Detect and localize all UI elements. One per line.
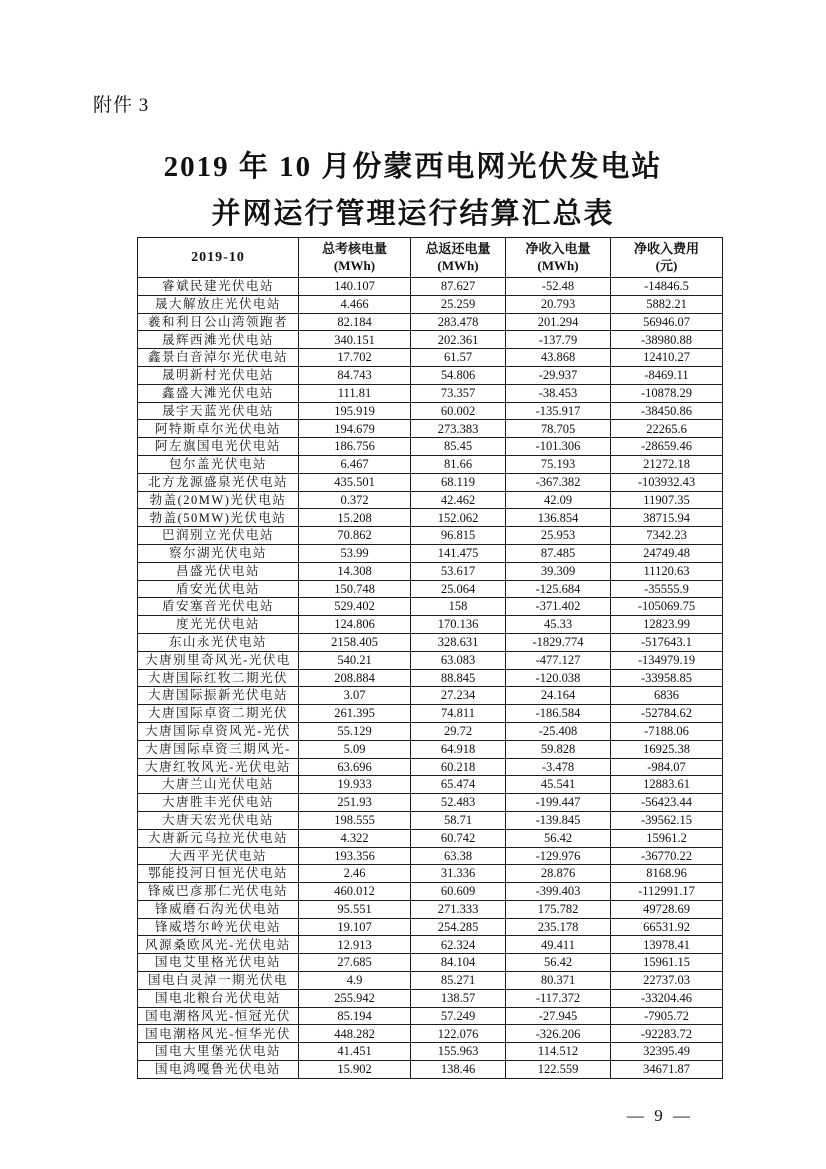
- value-cell: -326.206: [506, 1025, 611, 1043]
- value-cell: 15.208: [299, 509, 411, 527]
- station-name-cell: 大唐国际卓资三期风光-: [138, 740, 299, 758]
- value-cell: 53.99: [299, 544, 411, 562]
- value-cell: 25.259: [411, 295, 506, 313]
- value-cell: -105069.75: [611, 598, 723, 616]
- period-header-cell: 2019-10: [138, 238, 299, 278]
- table-row: [138, 1025, 723, 1043]
- column-unit: (MWh): [437, 257, 479, 273]
- value-cell: 52.483: [411, 794, 506, 812]
- table-row: [138, 544, 723, 562]
- attachment-label: 附件 3: [93, 95, 150, 116]
- station-name-cell: 晟大解放庄光伏电站: [138, 295, 299, 313]
- value-cell: -8469.11: [611, 366, 723, 384]
- station-name-cell: 国电北粮台光伏电站: [138, 989, 299, 1007]
- station-name-cell: 大唐新元乌拉光伏电站: [138, 829, 299, 847]
- value-cell: 73.357: [411, 384, 506, 402]
- value-cell: 22265.6: [611, 420, 723, 438]
- value-cell: 4.322: [299, 829, 411, 847]
- value-cell: 138.46: [411, 1061, 506, 1079]
- table-row: [138, 509, 723, 527]
- value-cell: -92283.72: [611, 1025, 723, 1043]
- value-cell: 283.478: [411, 313, 506, 331]
- column-unit: (MWh): [537, 257, 579, 273]
- table-row: [138, 295, 723, 313]
- value-cell: 80.371: [506, 972, 611, 990]
- table-row: [138, 455, 723, 473]
- value-cell: -3.478: [506, 758, 611, 776]
- value-cell: 529.402: [299, 598, 411, 616]
- value-cell: -129.976: [506, 847, 611, 865]
- value-cell: -25.408: [506, 722, 611, 740]
- value-cell: 49728.69: [611, 900, 723, 918]
- value-cell: -517643.1: [611, 633, 723, 651]
- table-row: [138, 687, 723, 705]
- station-name-cell: 盾安光伏电站: [138, 580, 299, 598]
- station-name-cell: 国电白灵淖一期光伏电: [138, 972, 299, 990]
- value-cell: 85.271: [411, 972, 506, 990]
- value-cell: 4.466: [299, 295, 411, 313]
- value-cell: -27.945: [506, 1007, 611, 1025]
- value-cell: 25.064: [411, 580, 506, 598]
- value-cell: 75.193: [506, 455, 611, 473]
- column-title: 净收入费用: [633, 241, 699, 257]
- value-cell: -35555.9: [611, 580, 723, 598]
- station-name-cell: 阿特斯卓尔光伏电站: [138, 420, 299, 438]
- value-cell: -984.07: [611, 758, 723, 776]
- value-cell: 186.756: [299, 438, 411, 456]
- value-cell: 34671.87: [611, 1061, 723, 1079]
- station-name-cell: 鄂能投河日恒光伏电站: [138, 865, 299, 883]
- table-row: [138, 989, 723, 1007]
- value-cell: 12.913: [299, 936, 411, 954]
- settlement-table: [137, 237, 723, 1079]
- value-cell: 60.002: [411, 402, 506, 420]
- value-cell: 13978.41: [611, 936, 723, 954]
- value-cell: 61.57: [411, 349, 506, 367]
- station-name-cell: 风源桑欧风光-光伏电站: [138, 936, 299, 954]
- value-cell: 53.617: [411, 562, 506, 580]
- value-cell: 45.33: [506, 616, 611, 634]
- table-row: [138, 349, 723, 367]
- value-cell: 6.467: [299, 455, 411, 473]
- table-row: [138, 366, 723, 384]
- table-row: [138, 562, 723, 580]
- value-cell: -38.453: [506, 384, 611, 402]
- table-row: [138, 598, 723, 616]
- value-cell: 29.72: [411, 722, 506, 740]
- value-cell: 150.748: [299, 580, 411, 598]
- value-cell: 20.793: [506, 295, 611, 313]
- value-cell: 11120.63: [611, 562, 723, 580]
- value-cell: 11907.35: [611, 491, 723, 509]
- value-cell: 24.164: [506, 687, 611, 705]
- value-cell: 170.136: [411, 616, 506, 634]
- table-row: [138, 651, 723, 669]
- column-unit: (MWh): [333, 257, 376, 273]
- value-cell: 78.705: [506, 420, 611, 438]
- value-cell: -199.447: [506, 794, 611, 812]
- value-cell: 56946.07: [611, 313, 723, 331]
- table-row: [138, 1061, 723, 1079]
- value-cell: 38715.94: [611, 509, 723, 527]
- value-cell: -135.917: [506, 402, 611, 420]
- value-cell: -36770.22: [611, 847, 723, 865]
- station-name-cell: 勃盖(50MW)光伏电站: [138, 509, 299, 527]
- value-cell: -14846.5: [611, 278, 723, 296]
- station-name-cell: 鑫景白音淖尔光伏电站: [138, 349, 299, 367]
- value-cell: 198.555: [299, 811, 411, 829]
- value-cell: 12883.61: [611, 776, 723, 794]
- value-cell: 74.811: [411, 705, 506, 723]
- value-cell: 31.336: [411, 865, 506, 883]
- value-cell: 96.815: [411, 527, 506, 545]
- value-cell: 54.806: [411, 366, 506, 384]
- value-cell: 194.679: [299, 420, 411, 438]
- value-cell: 64.918: [411, 740, 506, 758]
- value-cell: 15961.2: [611, 829, 723, 847]
- value-cell: 202.361: [411, 331, 506, 349]
- table-row: [138, 900, 723, 918]
- value-cell: 57.249: [411, 1007, 506, 1025]
- value-cell: 328.631: [411, 633, 506, 651]
- value-cell: 82.184: [299, 313, 411, 331]
- station-name-cell: 察尔湖光伏电站: [138, 544, 299, 562]
- table-row: [138, 616, 723, 634]
- station-name-cell: 包尔盖光伏电站: [138, 455, 299, 473]
- value-cell: -7188.06: [611, 722, 723, 740]
- value-cell: 65.474: [411, 776, 506, 794]
- header-cell-assessed-energy: [299, 238, 411, 278]
- value-cell: 448.282: [299, 1025, 411, 1043]
- station-name-cell: 晟宇天蓝光伏电站: [138, 402, 299, 420]
- table-body: [138, 278, 723, 1079]
- value-cell: 70.862: [299, 527, 411, 545]
- station-name-cell: 东山永光伏电站: [138, 633, 299, 651]
- value-cell: 251.93: [299, 794, 411, 812]
- value-cell: 27.234: [411, 687, 506, 705]
- value-cell: 59.828: [506, 740, 611, 758]
- station-name-cell: 大西平光伏电站: [138, 847, 299, 865]
- value-cell: 254.285: [411, 918, 506, 936]
- station-name-cell: 晟明新村光伏电站: [138, 366, 299, 384]
- value-cell: 43.868: [506, 349, 611, 367]
- value-cell: -477.127: [506, 651, 611, 669]
- station-name-cell: 国电艾里格光伏电站: [138, 954, 299, 972]
- value-cell: 2.46: [299, 865, 411, 883]
- value-cell: 271.333: [411, 900, 506, 918]
- value-cell: 460.012: [299, 883, 411, 901]
- value-cell: -186.584: [506, 705, 611, 723]
- table-row: [138, 402, 723, 420]
- value-cell: 114.512: [506, 1043, 611, 1061]
- value-cell: -371.402: [506, 598, 611, 616]
- table-row: [138, 1007, 723, 1025]
- station-name-cell: 锋威磨石沟光伏电站: [138, 900, 299, 918]
- station-name-cell: 度光光伏电站: [138, 616, 299, 634]
- value-cell: 435.501: [299, 473, 411, 491]
- column-title: 总考核电量: [321, 241, 387, 257]
- value-cell: 261.395: [299, 705, 411, 723]
- value-cell: 17.702: [299, 349, 411, 367]
- value-cell: 0.372: [299, 491, 411, 509]
- table-header-row: [138, 238, 723, 278]
- table-row: [138, 918, 723, 936]
- station-name-cell: 国电鸿嘎鲁光伏电站: [138, 1061, 299, 1079]
- value-cell: 60.609: [411, 883, 506, 901]
- value-cell: 16925.38: [611, 740, 723, 758]
- value-cell: 19.933: [299, 776, 411, 794]
- value-cell: -38980.88: [611, 331, 723, 349]
- value-cell: 136.854: [506, 509, 611, 527]
- station-name-cell: 锋威巴彦那仁光伏电站: [138, 883, 299, 901]
- station-name-cell: 大唐国际卓资风光-光伏: [138, 722, 299, 740]
- table-row: [138, 313, 723, 331]
- table-row: [138, 794, 723, 812]
- station-name-cell: 大唐胜丰光伏电站: [138, 794, 299, 812]
- value-cell: -139.845: [506, 811, 611, 829]
- value-cell: 41.451: [299, 1043, 411, 1061]
- station-name-cell: 盾安塞音光伏电站: [138, 598, 299, 616]
- document-title-line2: 并网运行管理运行结算汇总表: [211, 198, 615, 230]
- value-cell: 66531.92: [611, 918, 723, 936]
- value-cell: 22737.03: [611, 972, 723, 990]
- station-name-cell: 阿左旗国电光伏电站: [138, 438, 299, 456]
- value-cell: 14.308: [299, 562, 411, 580]
- value-cell: 95.551: [299, 900, 411, 918]
- table-row: [138, 936, 723, 954]
- table-row: [138, 865, 723, 883]
- value-cell: 21272.18: [611, 455, 723, 473]
- value-cell: -101.306: [506, 438, 611, 456]
- value-cell: 124.806: [299, 616, 411, 634]
- value-cell: -7905.72: [611, 1007, 723, 1025]
- value-cell: 5882.21: [611, 295, 723, 313]
- table-row: [138, 278, 723, 296]
- value-cell: 68.119: [411, 473, 506, 491]
- table-row: [138, 722, 723, 740]
- table-row: [138, 669, 723, 687]
- value-cell: 273.383: [411, 420, 506, 438]
- value-cell: -56423.44: [611, 794, 723, 812]
- value-cell: 12823.99: [611, 616, 723, 634]
- value-cell: 27.685: [299, 954, 411, 972]
- value-cell: 56.42: [506, 829, 611, 847]
- table-row: [138, 438, 723, 456]
- station-name-cell: 锋威塔尔岭光伏电站: [138, 918, 299, 936]
- value-cell: 15961.15: [611, 954, 723, 972]
- table-row: [138, 420, 723, 438]
- value-cell: -1829.774: [506, 633, 611, 651]
- station-name-cell: 大唐国际红牧二期光伏: [138, 669, 299, 687]
- table-row: [138, 384, 723, 402]
- column-title: 总返还电量: [425, 241, 491, 257]
- value-cell: 87.485: [506, 544, 611, 562]
- document-title-line1: 2019 年 10 月份蒙西电网光伏发电站: [163, 151, 663, 183]
- value-cell: 7342.23: [611, 527, 723, 545]
- value-cell: 63.083: [411, 651, 506, 669]
- value-cell: 81.66: [411, 455, 506, 473]
- value-cell: 42.462: [411, 491, 506, 509]
- value-cell: -52784.62: [611, 705, 723, 723]
- station-name-cell: 国电大里堡光伏电站: [138, 1043, 299, 1061]
- value-cell: -28659.46: [611, 438, 723, 456]
- table-row: [138, 972, 723, 990]
- value-cell: 24749.48: [611, 544, 723, 562]
- station-name-cell: 羲和利日公山湾领跑者: [138, 313, 299, 331]
- table-row: [138, 473, 723, 491]
- value-cell: 6836: [611, 687, 723, 705]
- value-cell: 60.218: [411, 758, 506, 776]
- value-cell: 540.21: [299, 651, 411, 669]
- table-row: [138, 758, 723, 776]
- station-name-cell: 大唐国际卓资二期光伏: [138, 705, 299, 723]
- value-cell: -10878.29: [611, 384, 723, 402]
- value-cell: 32395.49: [611, 1043, 723, 1061]
- value-cell: 49.411: [506, 936, 611, 954]
- table-row: [138, 1043, 723, 1061]
- value-cell: 85.45: [411, 438, 506, 456]
- value-cell: 84.743: [299, 366, 411, 384]
- value-cell: -33204.46: [611, 989, 723, 1007]
- value-cell: 58.71: [411, 811, 506, 829]
- value-cell: 155.963: [411, 1043, 506, 1061]
- station-name-cell: 国电潮格风光-恒华光伏: [138, 1025, 299, 1043]
- value-cell: -367.382: [506, 473, 611, 491]
- table-row: [138, 829, 723, 847]
- value-cell: 19.107: [299, 918, 411, 936]
- value-cell: 175.782: [506, 900, 611, 918]
- value-cell: -39562.15: [611, 811, 723, 829]
- value-cell: 195.919: [299, 402, 411, 420]
- station-name-cell: 巴润别立光伏电站: [138, 527, 299, 545]
- value-cell: 84.104: [411, 954, 506, 972]
- page-number: — 9 —: [627, 1106, 693, 1125]
- header-cell-returned-energy: [411, 238, 506, 278]
- value-cell: -112991.17: [611, 883, 723, 901]
- value-cell: 122.559: [506, 1061, 611, 1079]
- value-cell: 55.129: [299, 722, 411, 740]
- value-cell: 2158.405: [299, 633, 411, 651]
- value-cell: 255.942: [299, 989, 411, 1007]
- value-cell: -137.79: [506, 331, 611, 349]
- value-cell: 87.627: [411, 278, 506, 296]
- value-cell: 15.902: [299, 1061, 411, 1079]
- value-cell: 340.151: [299, 331, 411, 349]
- station-name-cell: 鑫盛大滩光伏电站: [138, 384, 299, 402]
- value-cell: 141.475: [411, 544, 506, 562]
- station-name-cell: 大唐国际振新光伏电站: [138, 687, 299, 705]
- value-cell: 3.07: [299, 687, 411, 705]
- table-row: [138, 633, 723, 651]
- table-row: [138, 740, 723, 758]
- value-cell: -52.48: [506, 278, 611, 296]
- value-cell: 63.696: [299, 758, 411, 776]
- table-row: [138, 705, 723, 723]
- value-cell: 158: [411, 598, 506, 616]
- value-cell: 8168.96: [611, 865, 723, 883]
- value-cell: -120.038: [506, 669, 611, 687]
- station-name-cell: 睿斌民建光伏电站: [138, 278, 299, 296]
- station-name-cell: 大唐别里奇风光-光伏电: [138, 651, 299, 669]
- station-name-cell: 北方龙源盛泉光伏电站: [138, 473, 299, 491]
- header-cell-net-income-energy: [506, 238, 611, 278]
- value-cell: 39.309: [506, 562, 611, 580]
- value-cell: 235.178: [506, 918, 611, 936]
- value-cell: 5.09: [299, 740, 411, 758]
- table-row: [138, 331, 723, 349]
- value-cell: -134979.19: [611, 651, 723, 669]
- table-row: [138, 776, 723, 794]
- column-unit: (元): [655, 257, 678, 273]
- station-name-cell: 国电潮格风光-恒冠光伏: [138, 1007, 299, 1025]
- value-cell: -33958.85: [611, 669, 723, 687]
- station-name-cell: 大唐天宏光伏电站: [138, 811, 299, 829]
- table-row: [138, 954, 723, 972]
- value-cell: 111.81: [299, 384, 411, 402]
- value-cell: 138.57: [411, 989, 506, 1007]
- value-cell: 12410.27: [611, 349, 723, 367]
- value-cell: 85.194: [299, 1007, 411, 1025]
- table-row: [138, 847, 723, 865]
- value-cell: -399.403: [506, 883, 611, 901]
- value-cell: -117.372: [506, 989, 611, 1007]
- value-cell: 60.742: [411, 829, 506, 847]
- value-cell: -103932.43: [611, 473, 723, 491]
- value-cell: 140.107: [299, 278, 411, 296]
- value-cell: 201.294: [506, 313, 611, 331]
- value-cell: 4.9: [299, 972, 411, 990]
- station-name-cell: 昌盛光伏电站: [138, 562, 299, 580]
- value-cell: -125.684: [506, 580, 611, 598]
- value-cell: 63.38: [411, 847, 506, 865]
- table-row: [138, 580, 723, 598]
- header-cell-net-income-fee: [611, 238, 723, 278]
- value-cell: 152.062: [411, 509, 506, 527]
- station-name-cell: 晟辉西滩光伏电站: [138, 331, 299, 349]
- value-cell: 208.884: [299, 669, 411, 687]
- value-cell: 45.541: [506, 776, 611, 794]
- value-cell: 42.09: [506, 491, 611, 509]
- value-cell: -29.937: [506, 366, 611, 384]
- value-cell: 88.845: [411, 669, 506, 687]
- table-row: [138, 527, 723, 545]
- station-name-cell: 大唐红牧风光-光伏电站: [138, 758, 299, 776]
- station-name-cell: 大唐兰山光伏电站: [138, 776, 299, 794]
- table-row: [138, 491, 723, 509]
- value-cell: 193.356: [299, 847, 411, 865]
- value-cell: 122.076: [411, 1025, 506, 1043]
- column-title: 净收入电量: [525, 241, 591, 257]
- station-name-cell: 勃盖(20MW)光伏电站: [138, 491, 299, 509]
- table-row: [138, 883, 723, 901]
- value-cell: 28.876: [506, 865, 611, 883]
- value-cell: 62.324: [411, 936, 506, 954]
- table-row: [138, 811, 723, 829]
- value-cell: -38450.86: [611, 402, 723, 420]
- value-cell: 56.42: [506, 954, 611, 972]
- value-cell: 25.953: [506, 527, 611, 545]
